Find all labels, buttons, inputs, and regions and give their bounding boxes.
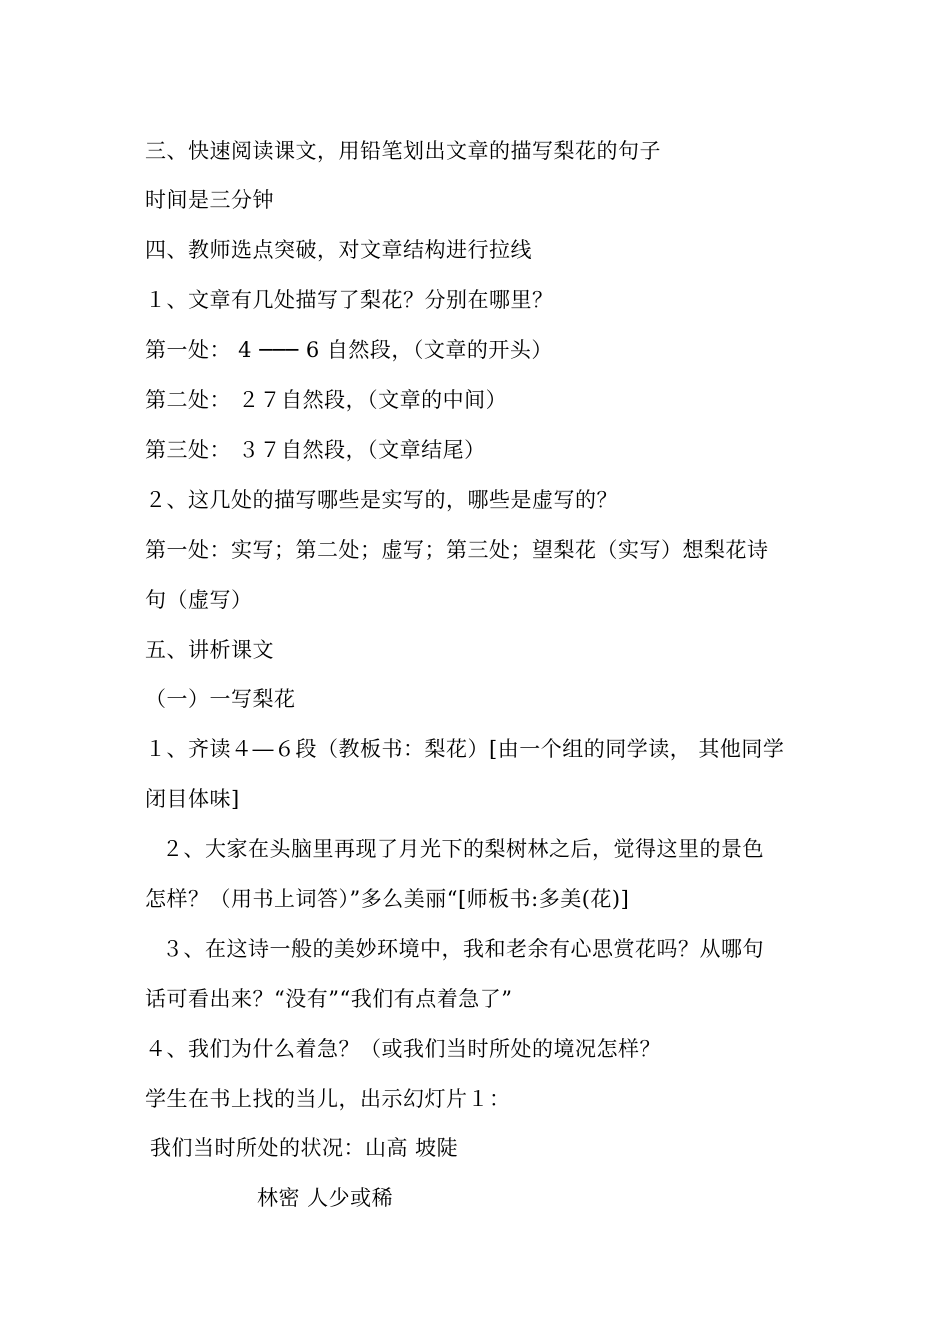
text-line: 第二处： ２７自然段，（文章的中间） [145, 388, 508, 412]
text-line: 时间是三分钟 [145, 188, 274, 212]
text-line: 我们当时所处的状况：山高 坡陡 [150, 1136, 459, 1160]
text-line: 林密 人少或稀 [257, 1186, 394, 1210]
text-line: １、齐读４―６段（教板书：梨花）[由一个组的同学读， 其他同学 [145, 737, 785, 761]
heading-section-5: 五、讲析课文 [145, 638, 274, 662]
subheading: （一）一写梨花 [145, 687, 296, 711]
text-line: 第一处： 4 ─── 6 自然段，（文章的开头） [145, 338, 553, 362]
text-line: 闭目体味] [145, 787, 240, 811]
question-1: １、文章有几处描写了梨花？分别在哪里？ [145, 288, 554, 312]
text-line: ３、在这诗一般的美妙环境中，我和老余有心思赏花吗？从哪句 [162, 937, 764, 961]
text-line: 怎样？（用书上词答）”多么美丽“[师板书:多美(花)] [145, 887, 630, 911]
text-line: ２、大家在头脑里再现了月光下的梨树林之后，觉得这里的景色 [162, 837, 764, 861]
text-line: ４、我们为什么着急？（或我们当时所处的境况怎样？ [145, 1037, 661, 1061]
heading-section-3: 三、快速阅读课文，用铅笔划出文章的描写梨花的句子 [145, 139, 661, 163]
text-line: 句（虚写） [145, 588, 253, 612]
question-2: ２、这几处的描写哪些是实写的，哪些是虚写的？ [145, 488, 618, 512]
text-line: 话可看出来？“没有”“我们有点着急了” [145, 987, 513, 1011]
text-line: 第三处： ３７自然段，（文章结尾） [145, 438, 486, 462]
heading-section-4: 四、教师选点突破，对文章结构进行拉线 [145, 238, 532, 262]
text-line: 学生在书上找的当儿，出示幻灯片１： [145, 1087, 511, 1111]
text-line: 第一处：实写；第二处；虚写；第三处；望梨花（实写）想梨花诗 [145, 538, 769, 562]
